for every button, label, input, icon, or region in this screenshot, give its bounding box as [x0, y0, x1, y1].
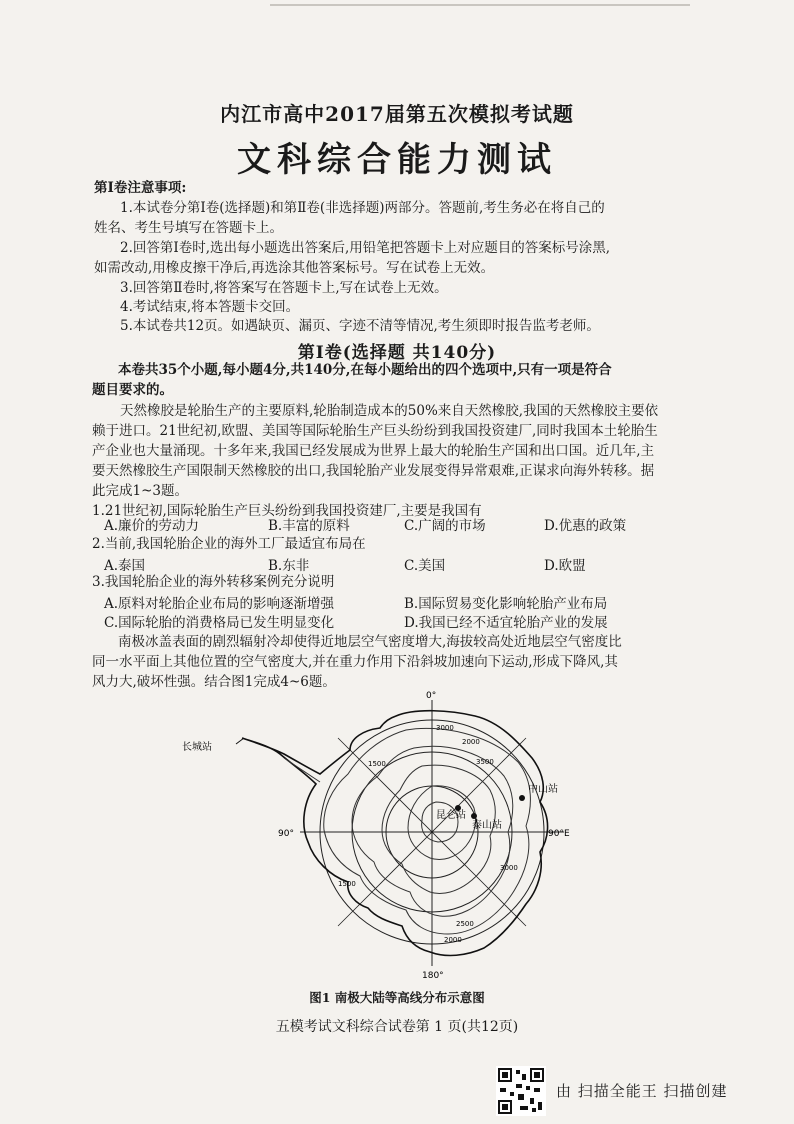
exam-subject-title: 文科综合能力测试	[237, 140, 557, 180]
contour-line	[422, 802, 458, 842]
passage-line: 风力大,破坏性强。结合图1完成4~6题。	[92, 674, 336, 690]
question-option: A.泰国	[104, 558, 146, 574]
question-option: B.丰富的原料	[268, 518, 350, 534]
question-stem: 2.当前,我国轮胎企业的海外工厂最适宜布局在	[92, 536, 366, 552]
contour-label: 3500	[476, 758, 494, 766]
station-zhongshan-label: 中山站	[528, 784, 558, 795]
question-option: D.优惠的政策	[544, 518, 627, 534]
longitude-label-90w: 90°	[278, 829, 294, 839]
passage-line: 天然橡胶是轮胎生产的主要原料,轮胎制造成本的50%来自天然橡胶,我国的天然橡胶主要依	[120, 403, 659, 419]
contour-label: 2000	[444, 936, 462, 944]
notice-item: 3.回答第Ⅱ卷时,将答案写在答题卡上,写在试卷上无效。	[120, 280, 448, 296]
figure-caption: 图1 南极大陆等高线分布示意图	[309, 990, 485, 1005]
passage-line: 要天然橡胶生产国限制天然橡胶的出口,我国轮胎产业发展变得异常艰难,正谋求向海外转移。据	[92, 463, 655, 479]
notice-heading: 第Ⅰ卷注意事项:	[94, 180, 187, 196]
contour-label: 3000	[436, 724, 454, 732]
contour-label: 1500	[338, 880, 356, 888]
question-stem: 1.21世纪初,国际轮胎生产巨头纷纷到我国投资建厂,主要是我国有	[92, 503, 482, 519]
scanner-watermark: 由 扫描全能王 扫描创建	[556, 1082, 728, 1100]
station-kunlun-label: 昆仑站	[436, 810, 466, 821]
longitude-label-90e: 90°E	[548, 829, 570, 839]
top-edge-line	[270, 4, 690, 6]
contour-label: 1500	[368, 760, 386, 768]
question-option: C.国际轮胎的消费格局已发生明显变化	[104, 615, 335, 631]
station-changcheng-label: 长城站	[182, 742, 212, 753]
notice-item: 2.回答第Ⅰ卷时,选出每小题选出答案后,用铅笔把答题卡上对应题目的答案标号涂黑,	[120, 240, 611, 256]
passage-line: 同一水平面上其他位置的空气密度大,并在重力作用下沿斜坡加速向下运动,形成下降风,其	[92, 654, 618, 670]
passage-line: 南极冰盖表面的剧烈辐射冷却使得近地层空气密度增大,海拔较高处近地层空气密度比	[118, 634, 622, 650]
contour-label: 3000	[500, 864, 518, 872]
notice-item: 5.本试卷共12页。如遇缺页、漏页、字迹不清等情况,考生须即时报告监考老师。	[120, 318, 600, 334]
question-option: C.广阔的市场	[404, 518, 486, 534]
station-pointer	[236, 738, 244, 744]
question-option: D.欧盟	[544, 558, 586, 574]
notice-item: 4.考试结束,将本答题卡交回。	[120, 299, 300, 315]
question-option: A.原料对轮胎企业布局的影响逐渐增强	[104, 596, 335, 612]
exam-title: 内江市高中2017届第五次模拟考试题	[220, 102, 574, 126]
notice-item: 如需改动,用橡皮擦干净后,再选涂其他答案标号。写在试卷上无效。	[94, 260, 495, 276]
station-zhongshan-marker	[519, 795, 525, 801]
qr-code-icon	[496, 1066, 546, 1116]
passage-line: 产企业也大量涌现。十多年来,我国已经发展成为世界上最大的轮胎生产国和出口国。近几年,主	[92, 443, 655, 459]
station-taishan-marker	[471, 813, 477, 819]
section-intro: 题目要求的。	[92, 382, 173, 398]
notice-item: 1.本试卷分第Ⅰ卷(选择题)和第Ⅱ卷(非选择题)两部分。答题前,考生务必在将自己的	[120, 200, 605, 216]
longitude-label-180: 180°	[422, 971, 444, 981]
station-taishan-label: 泰山站	[472, 820, 502, 831]
question-option: B.国际贸易变化影响轮胎产业布局	[404, 596, 608, 612]
contour-label: 2000	[462, 738, 480, 746]
contour-line	[324, 728, 531, 934]
page-footer: 五模考试文科综合试卷第 1 页(共12页)	[275, 1019, 519, 1035]
question-stem: 3.我国轮胎企业的海外转移案例充分说明	[92, 574, 335, 590]
question-option: A.廉价的劳动力	[104, 518, 200, 534]
question-option: D.我国已经不适宜轮胎产业的发展	[404, 615, 608, 631]
antarctica-contour-map	[182, 690, 580, 982]
longitude-label-0: 0°	[426, 691, 437, 701]
section-title: 第Ⅰ卷(选择题 共140分)	[297, 343, 497, 363]
passage-line: 赖于进口。21世纪初,欧盟、美国等国际轮胎生产巨头纷纷到我国投资建厂,同时我国本土轮胎生	[92, 423, 658, 439]
question-option: B.东非	[268, 558, 310, 574]
question-option: C.美国	[404, 558, 446, 574]
notice-item: 姓名、考生号填写在答题卡上。	[94, 220, 283, 236]
passage-line: 此完成1~3题。	[92, 483, 188, 499]
contour-label: 2500	[456, 920, 474, 928]
contour-line	[284, 758, 320, 782]
section-intro: 本卷共35个小题,每小题4分,共140分,在每小题给出的四个选项中,只有一项是符合	[118, 362, 612, 378]
